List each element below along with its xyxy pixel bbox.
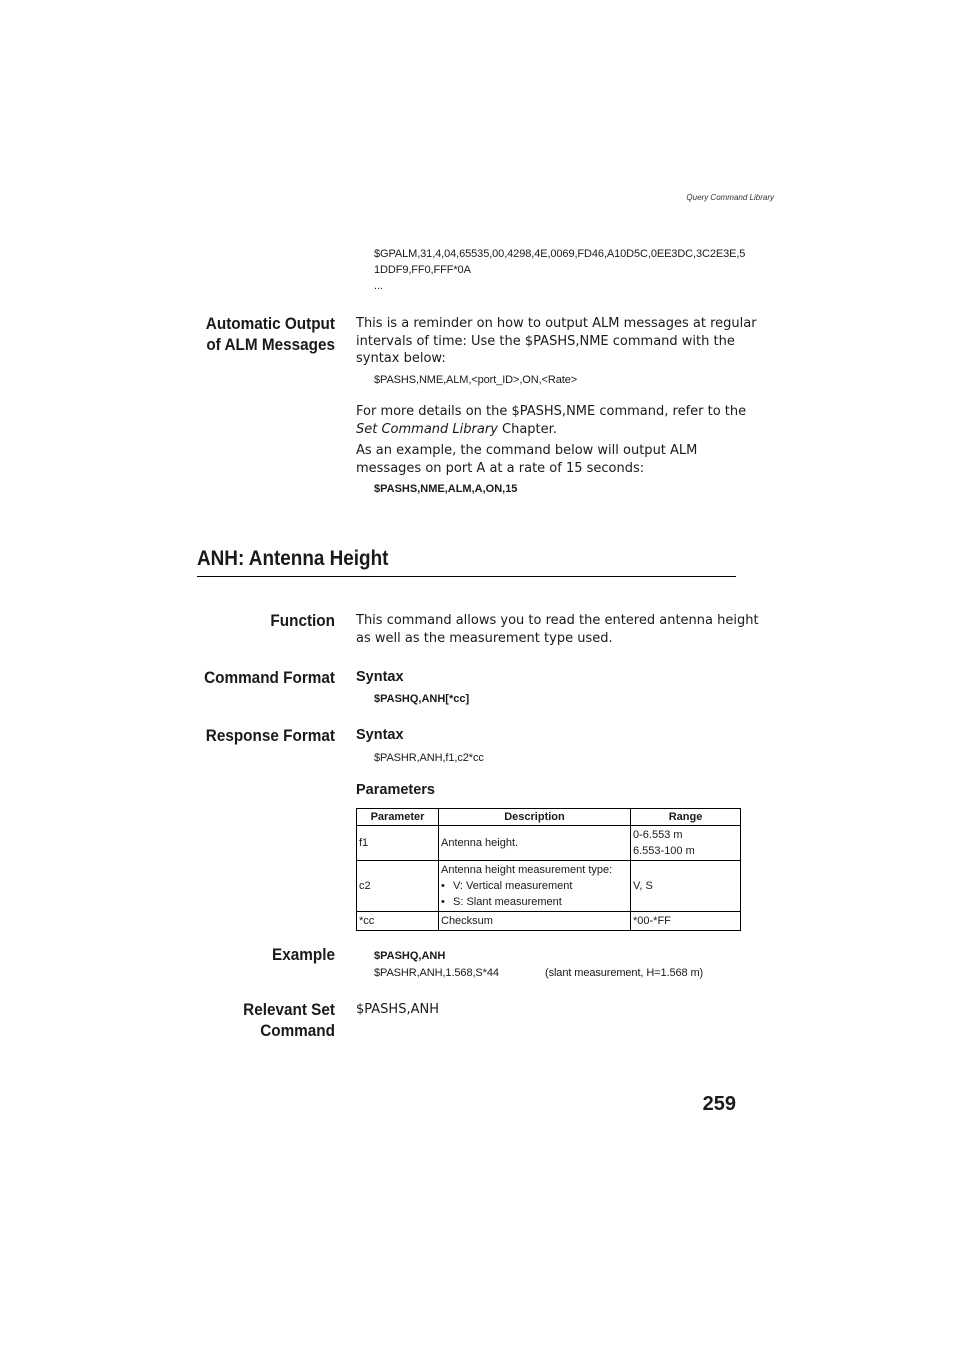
auto-output-para-2	[356, 403, 746, 438]
auto-output-para-1	[356, 315, 757, 368]
example-heading: Example	[272, 945, 335, 964]
param-cell: *cc	[357, 912, 439, 931]
relevant-heading-line-1: Relevant Set	[243, 1000, 335, 1019]
response-syntax: $PASHR,ANH,f1,c2*cc	[374, 752, 484, 764]
example-note: (slant measurement, H=1.568 m)	[545, 967, 704, 979]
query-syntax: $PASHQ,ANH[*cc]	[374, 693, 470, 705]
gpalm-example	[374, 246, 745, 294]
example-query: $PASHQ,ANH	[374, 950, 446, 962]
nme-syntax: $PASHS,NME,ALM,<port_ID>,ON,<Rate>	[374, 374, 578, 386]
auto-output-heading-line-2: of ALM Messages	[206, 335, 335, 354]
range-line: 6.553-100 m	[633, 845, 695, 857]
auto-output-para-2-line-1: For more details on the $PASHS,NME command, refer to the	[356, 404, 747, 419]
section-rule	[197, 576, 736, 577]
relevant-heading-line-2: Command	[260, 1021, 335, 1040]
bullet-item	[441, 894, 628, 910]
running-head: Query Command Library	[686, 193, 774, 202]
response-format-heading: Response Format	[205, 726, 335, 745]
table-row	[357, 826, 741, 861]
range-cell: V, S	[631, 861, 741, 912]
description-cell: Antenna height.	[439, 826, 631, 861]
function-line-1: This command allows you to read the entered antenna height	[356, 613, 759, 628]
gpalm-line-1: $GPALM,31,4,04,65535,00,4298,4E,0069,FD46,A10D5C,0EE3DC,3C2E3E,5	[374, 248, 746, 260]
chapter-text: Chapter.	[497, 421, 557, 437]
bullet-item	[441, 878, 628, 894]
bullet-text: V: Vertical measurement	[453, 880, 573, 892]
gpalm-line-2: 1DDF9,FF0,FFF*0A	[374, 264, 471, 276]
set-command-library-ref: Set Command Library	[356, 421, 498, 437]
command-syntax-heading: Syntax	[356, 669, 404, 685]
bullet-text: S: Slant measurement	[453, 896, 562, 908]
range-cell: *00-*FF	[631, 912, 741, 931]
param-cell: f1	[357, 826, 439, 861]
auto-output-para-2-line-2	[356, 421, 746, 439]
table-row	[357, 912, 741, 931]
auto-output-para-1-line-3: syntax below:	[356, 351, 446, 366]
table-row	[357, 861, 741, 912]
auto-output-heading-line-1: Automatic Output	[205, 314, 335, 333]
relevant-set-command: $PASHS,ANH	[356, 1002, 439, 1017]
description-cell	[439, 861, 631, 912]
function-line-2: as well as the measurement type used.	[356, 630, 613, 646]
parameters-heading: Parameters	[356, 782, 435, 798]
function-heading: Function	[270, 611, 335, 630]
auto-output-para-3	[356, 442, 697, 477]
command-format-heading: Command Format	[204, 668, 335, 687]
section-title: ANH: Antenna Height	[197, 547, 389, 570]
parameters-table	[356, 808, 741, 931]
header-range: Range	[631, 809, 741, 826]
auto-output-para-1-line-1: This is a reminder on how to output ALM messages at regular	[356, 316, 757, 331]
range-line: 0-6.553 m	[633, 829, 683, 841]
example-response: $PASHR,ANH,1.568,S*44	[374, 967, 499, 979]
range-cell	[631, 826, 741, 861]
function-description	[356, 612, 759, 647]
response-syntax-heading: Syntax	[356, 727, 404, 743]
header-description: Description	[439, 809, 631, 826]
description-line: Antenna height measurement type:	[441, 864, 613, 876]
nme-example-command: $PASHS,NME,ALM,A,ON,15	[374, 483, 518, 495]
header-parameter: Parameter	[357, 809, 439, 826]
page-number: 259	[702, 1093, 736, 1115]
table-header-row	[357, 809, 741, 826]
description-cell: Checksum	[439, 912, 631, 931]
auto-output-para-3-line-1: As an example, the command below will output ALM	[356, 443, 698, 458]
relevant-set-command-heading	[155, 999, 335, 1041]
auto-output-para-1-line-2: intervals of time: Use the $PASHS,NME command with the	[356, 333, 735, 349]
gpalm-ellipsis: ...	[374, 280, 383, 292]
auto-output-heading	[155, 313, 335, 355]
param-cell: c2	[357, 861, 439, 912]
auto-output-para-3-line-2: messages on port A at a rate of 15 seconds:	[356, 460, 645, 476]
